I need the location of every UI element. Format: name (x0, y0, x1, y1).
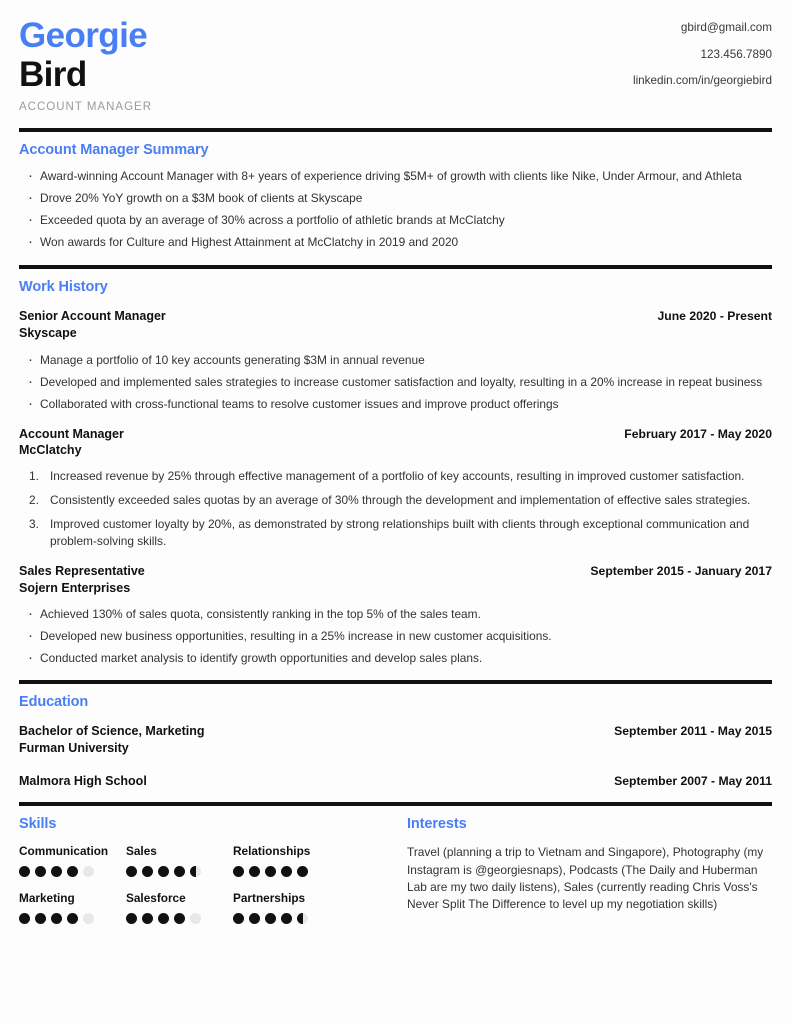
list-item: · Collaborated with cross-functional teams to resolve customer issues and improve product offerings (19, 396, 772, 413)
list-item: · Award-winning Account Manager with 8+ years of experience driving $5M+ of growth with clients like Nike, Under Armour, and Athleta (19, 168, 772, 185)
rating-dot (35, 913, 46, 924)
skills-row (19, 844, 389, 877)
list-item: · Developed new business opportunities, resulting in a 25% increase in new customer acquisitions. (19, 628, 772, 645)
resume-header (19, 0, 772, 113)
rating-dot (265, 866, 276, 877)
rating-dot (67, 913, 78, 924)
rating-dot (126, 866, 137, 877)
rating-dot (19, 866, 30, 877)
education-entry (19, 773, 772, 790)
list-number: 3. (29, 517, 39, 532)
work-entry-left (19, 426, 610, 459)
skill-rating (233, 913, 363, 924)
job-dates: September 2015 - January 2017 (590, 564, 772, 579)
skill-label: Communication (19, 844, 109, 859)
skills-grid (19, 844, 389, 924)
job-role: Senior Account Manager (19, 309, 166, 324)
education-degree: Malmora High School (19, 773, 147, 788)
job-role: Account Manager (19, 426, 124, 441)
education-entry-left (19, 723, 600, 756)
name-block (19, 16, 152, 113)
job-bullet-list (19, 606, 772, 667)
education-dates: September 2007 - May 2011 (614, 773, 772, 788)
rating-dot (281, 913, 292, 924)
interests-column (389, 806, 772, 938)
skill-item (233, 844, 363, 877)
rating-dot (297, 913, 308, 924)
skill-rating (126, 913, 233, 924)
list-item: · Developed and implemented sales strategies to increase customer satisfaction and loyalty, resulting in a 20% increase in repeat business (19, 374, 772, 391)
skill-label: Sales (126, 844, 157, 859)
work-entry (19, 308, 772, 412)
skill-item (19, 891, 126, 924)
skill-item (233, 891, 363, 924)
list-item: · Conducted market analysis to identify growth opportunities and develop sales plans. (19, 650, 772, 667)
skills-row (19, 891, 389, 924)
skill-label: Salesforce (126, 891, 186, 906)
work-entry-left (19, 308, 644, 341)
list-item: · Manage a portfolio of 10 key accounts generating $3M in annual revenue (19, 352, 772, 369)
skill-item (126, 844, 233, 877)
list-item: · Won awards for Culture and Highest Attainment at McClatchy in 2019 and 2020 (19, 234, 772, 251)
list-item (19, 468, 772, 485)
list-item: · Exceeded quota by an average of 30% across a portfolio of athletic brands at McClatchy (19, 212, 772, 229)
interests-text: Travel (planning a trip to Vietnam and Singapore), Photography (my Instagram is @georgiesnaps), Podcasts (The Daily and Huberman Lab are my two daily listens), Sales (currently reading Chris Voss's Never Split The Difference to level up my negotiation skills) (407, 845, 764, 912)
rating-dot (174, 866, 185, 877)
job-title: ACCOUNT MANAGER (19, 101, 152, 114)
work-entry (19, 563, 772, 667)
rating-dot (265, 913, 276, 924)
divider-work-history (19, 265, 772, 269)
rating-dot (174, 913, 185, 924)
rating-dot (249, 913, 260, 924)
job-company: Skyscape (19, 326, 77, 341)
job-company: Sojern Enterprises (19, 580, 131, 595)
skill-label: Partnerships (233, 891, 306, 906)
rating-dot (35, 866, 46, 877)
job-dates: February 2017 - May 2020 (624, 426, 772, 441)
skill-rating (19, 866, 126, 877)
education-school: Furman University (19, 740, 129, 755)
contact-email[interactable]: gbird@gmail.com (680, 21, 772, 34)
work-entry-header (19, 563, 772, 596)
summary-bullet-list (19, 168, 772, 251)
job-dates: June 2020 - Present (657, 309, 772, 324)
list-item: · Achieved 130% of sales quota, consistently ranking in the top 5% of the sales team. (19, 606, 772, 623)
skills-column (19, 806, 389, 938)
rating-dot (158, 913, 169, 924)
list-number: 1. (29, 468, 39, 483)
education-entry (19, 723, 772, 756)
education-entry-left (19, 773, 600, 790)
divider-summary (19, 128, 772, 132)
list-item (19, 492, 772, 509)
work-entry (19, 426, 772, 550)
rating-dot (142, 866, 153, 877)
education-entry-header (19, 773, 772, 790)
skill-rating (126, 866, 233, 877)
work-entry-left (19, 563, 576, 596)
bottom-columns (19, 806, 772, 938)
skill-item (126, 891, 233, 924)
contact-linkedin[interactable]: linkedin.com/in/georgiebird (632, 74, 772, 88)
rating-dot (142, 913, 153, 924)
rating-dot (67, 866, 78, 877)
section-title-interests: Interests (407, 816, 467, 833)
first-name: Georgie (19, 16, 148, 55)
skill-item (19, 844, 126, 877)
section-title-education: Education (19, 694, 89, 711)
rating-dot (51, 866, 62, 877)
section-title-skills: Skills (19, 816, 57, 833)
job-bullet-list (19, 352, 772, 413)
skill-label: Relationships (233, 844, 311, 859)
work-entry-header (19, 308, 772, 341)
last-name: Bird (19, 55, 87, 95)
list-text: Consistently exceeded sales quotas by an average of 30% through the development and implementation of effective sales strategies. (50, 493, 751, 507)
list-item: · Drove 20% YoY growth on a $3M book of clients at Skyscape (19, 190, 772, 207)
education-dates: September 2011 - May 2015 (614, 724, 772, 739)
list-text: Increased revenue by 25% through effective management of a portfolio of key accounts, resulting in improved customer satisfaction. (50, 468, 745, 483)
rating-dot (83, 913, 94, 924)
contact-block (633, 16, 772, 87)
rating-dot (233, 913, 244, 924)
section-title-summary: Account Manager Summary (19, 142, 209, 159)
education-entry-header (19, 723, 772, 756)
rating-dot (190, 913, 201, 924)
job-company: McClatchy (19, 443, 82, 458)
rating-dot (158, 866, 169, 877)
divider-education (19, 680, 772, 684)
rating-dot (51, 913, 62, 924)
skill-rating (19, 913, 126, 924)
work-entry-header (19, 426, 772, 459)
list-number: 2. (29, 493, 39, 507)
section-title-work-history: Work History (19, 279, 108, 296)
rating-dot (83, 866, 94, 877)
rating-dot (233, 866, 244, 877)
contact-phone[interactable]: 123.456.7890 (700, 47, 772, 61)
job-numbered-list (19, 468, 772, 550)
rating-dot (297, 866, 308, 877)
list-item (19, 516, 772, 550)
rating-dot (126, 913, 137, 924)
education-degree: Bachelor of Science, Marketing (19, 724, 205, 739)
rating-dot (249, 866, 260, 877)
job-role: Sales Representative (19, 564, 145, 579)
rating-dot (190, 866, 201, 877)
skill-rating (233, 866, 363, 877)
skill-label: Marketing (19, 891, 75, 906)
list-text: Improved customer loyalty by 20%, as demonstrated by strong relationships built with clients through exceptional communication and problem-solving skills. (50, 517, 750, 549)
rating-dot (281, 866, 292, 877)
rating-dot (19, 913, 30, 924)
